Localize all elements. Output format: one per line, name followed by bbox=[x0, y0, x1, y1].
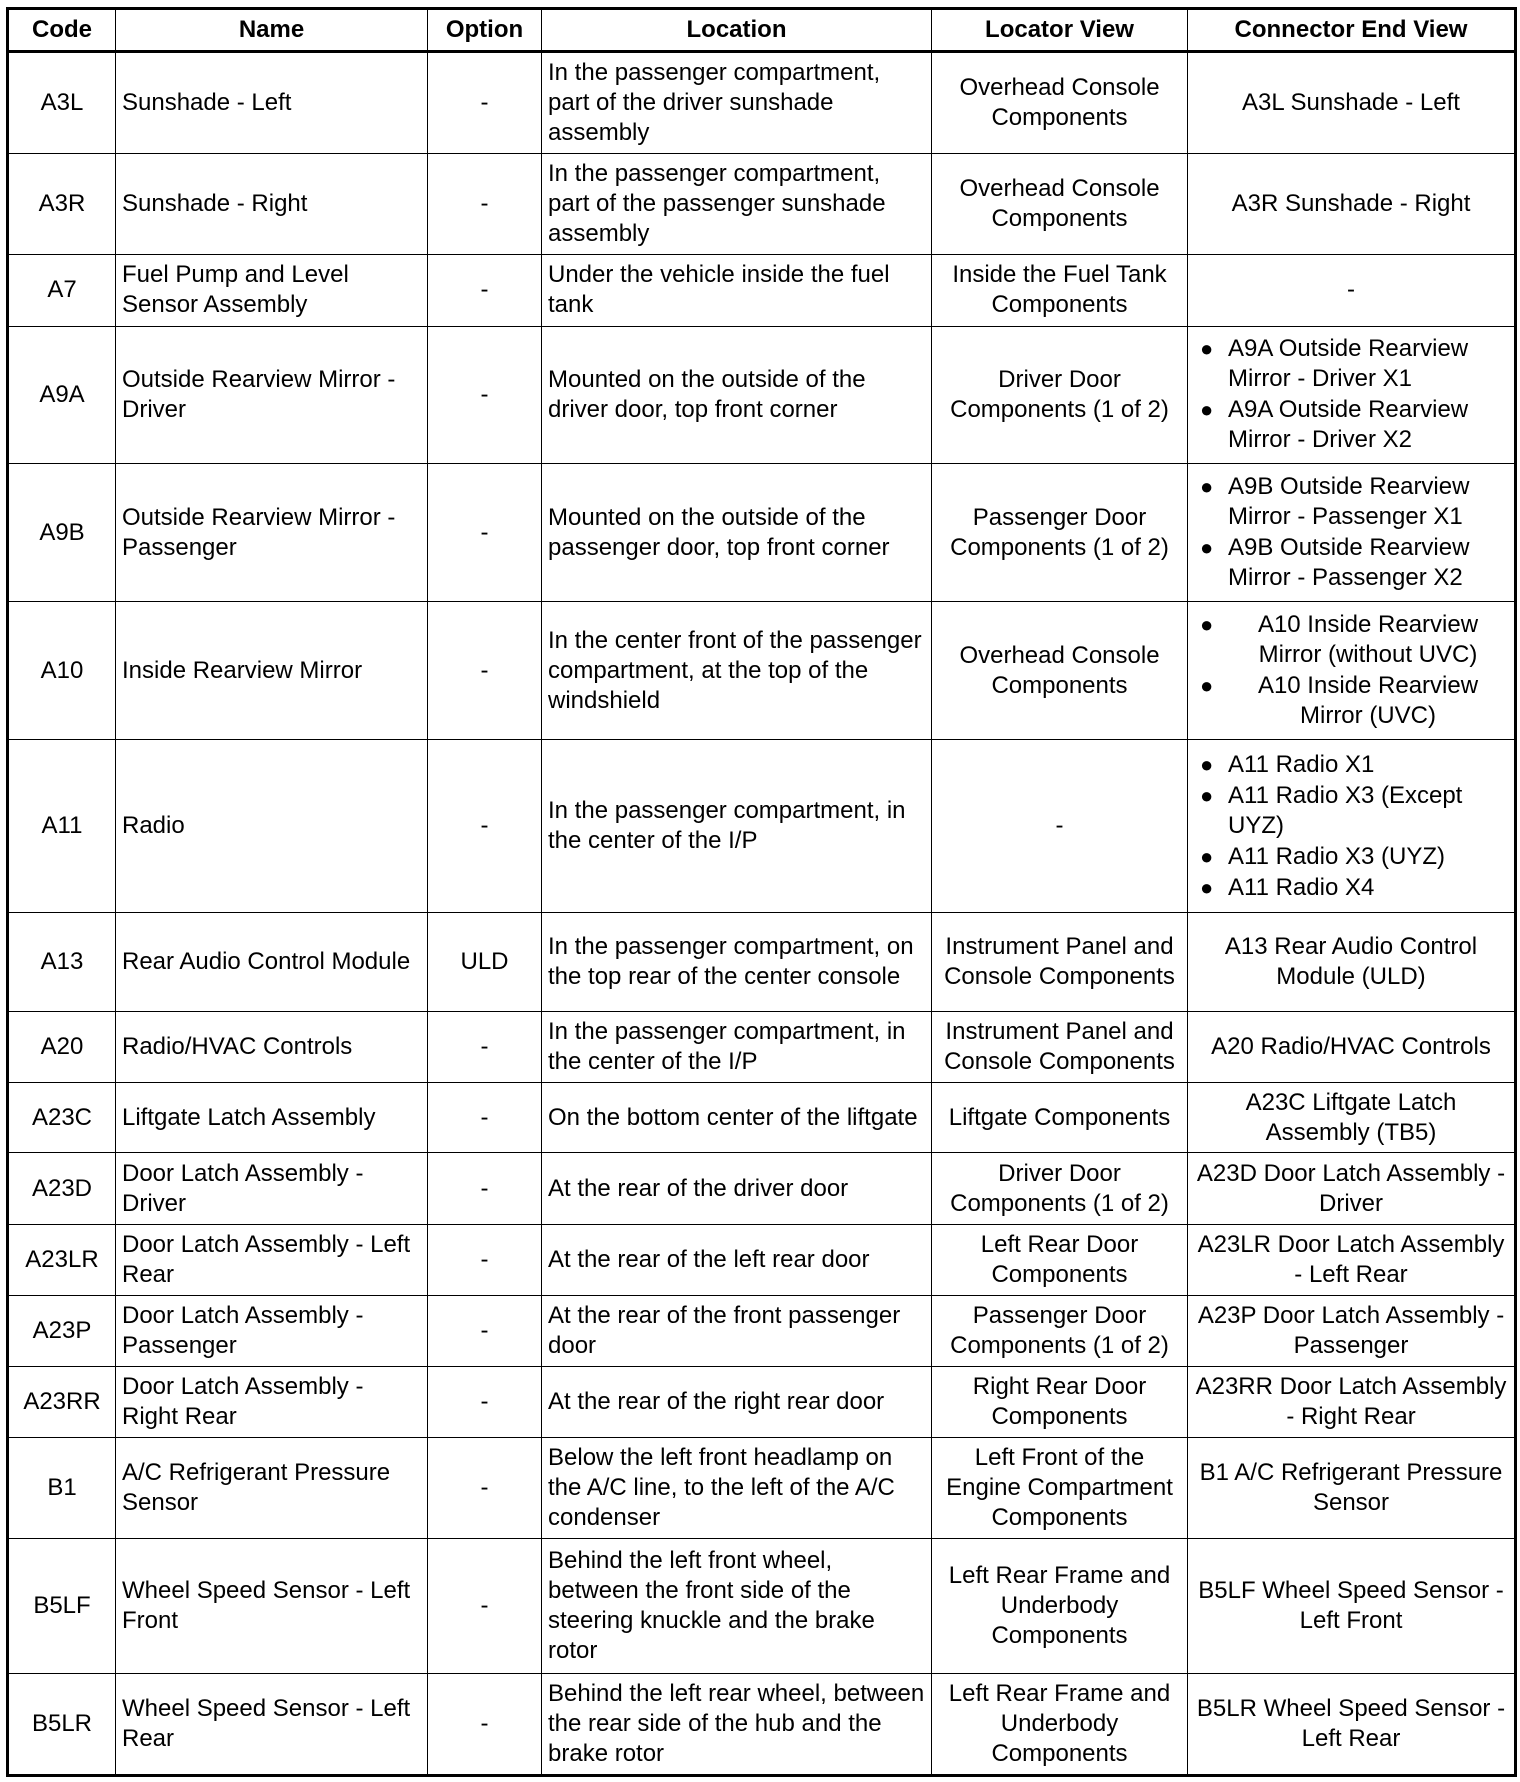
cell-locator-view: Passenger Door Components (1 of 2) bbox=[932, 1295, 1188, 1366]
table-row bbox=[8, 1437, 1516, 1538]
connector-list-item: ● A11 Radio X3 (Except UYZ) bbox=[1194, 781, 1508, 841]
connector-list bbox=[1194, 610, 1508, 731]
cell-connector-end-view: B5LF Wheel Speed Sensor - Left Front bbox=[1188, 1539, 1516, 1673]
cell-code: A9B bbox=[8, 464, 116, 602]
connector-list-item: ● A9B Outside Rearview Mirror - Passenger X2 bbox=[1194, 533, 1508, 593]
cell-locator-view: - bbox=[932, 740, 1188, 913]
cell-connector-end-view bbox=[1188, 740, 1516, 913]
table-row bbox=[8, 154, 1516, 255]
table-row bbox=[8, 602, 1516, 740]
cell-name: A/C Refrigerant Pressure Sensor bbox=[116, 1437, 428, 1538]
header-locator-view: Locator View bbox=[932, 9, 1188, 52]
cell-name: Wheel Speed Sensor - Left Rear bbox=[116, 1673, 428, 1775]
connector-list-item: ● A11 Radio X1 bbox=[1194, 750, 1508, 780]
connector-list-item: ● A11 Radio X3 (UYZ) bbox=[1194, 842, 1508, 872]
cell-name: Wheel Speed Sensor - Left Front bbox=[116, 1539, 428, 1673]
table-row bbox=[8, 1083, 1516, 1153]
cell-connector-end-view: A23P Door Latch Assembly - Passenger bbox=[1188, 1295, 1516, 1366]
cell-code: A20 bbox=[8, 1012, 116, 1083]
table-row bbox=[8, 1295, 1516, 1366]
cell-connector-end-view: A23LR Door Latch Assembly - Left Rear bbox=[1188, 1224, 1516, 1295]
cell-name: Door Latch Assembly - Left Rear bbox=[116, 1224, 428, 1295]
cell-option: ULD bbox=[428, 913, 542, 1012]
cell-locator-view: Instrument Panel and Console Components bbox=[932, 913, 1188, 1012]
cell-name: Door Latch Assembly - Passenger bbox=[116, 1295, 428, 1366]
cell-name: Liftgate Latch Assembly bbox=[116, 1083, 428, 1153]
cell-location: On the bottom center of the liftgate bbox=[542, 1083, 932, 1153]
connector-list bbox=[1194, 334, 1508, 455]
cell-option: - bbox=[428, 52, 542, 154]
cell-code: A23RR bbox=[8, 1366, 116, 1437]
cell-locator-view: Left Rear Frame and Underbody Components bbox=[932, 1539, 1188, 1673]
cell-connector-end-view: A23RR Door Latch Assembly - Right Rear bbox=[1188, 1366, 1516, 1437]
cell-name: Outside Rearview Mirror - Passenger bbox=[116, 464, 428, 602]
cell-name: Door Latch Assembly - Driver bbox=[116, 1153, 428, 1224]
cell-locator-view: Overhead Console Components bbox=[932, 602, 1188, 740]
cell-name: Fuel Pump and Level Sensor Assembly bbox=[116, 255, 428, 326]
cell-code: A3R bbox=[8, 154, 116, 255]
cell-code: A3L bbox=[8, 52, 116, 154]
cell-locator-view: Driver Door Components (1 of 2) bbox=[932, 1153, 1188, 1224]
cell-connector-end-view: A23D Door Latch Assembly - Driver bbox=[1188, 1153, 1516, 1224]
cell-code: A23C bbox=[8, 1083, 116, 1153]
cell-name: Radio/HVAC Controls bbox=[116, 1012, 428, 1083]
cell-code: A23LR bbox=[8, 1224, 116, 1295]
cell-name: Door Latch Assembly - Right Rear bbox=[116, 1366, 428, 1437]
cell-code: A11 bbox=[8, 740, 116, 913]
cell-option: - bbox=[428, 1366, 542, 1437]
component-locator-table bbox=[6, 7, 1517, 1777]
table-row bbox=[8, 1012, 1516, 1083]
table-row bbox=[8, 1224, 1516, 1295]
cell-code: B1 bbox=[8, 1437, 116, 1538]
cell-location: In the passenger compartment, in the center of the I/P bbox=[542, 740, 932, 913]
connector-list-item: ● A10 Inside Rearview Mirror (without UVC) bbox=[1194, 610, 1508, 670]
table-row bbox=[8, 1366, 1516, 1437]
cell-option: - bbox=[428, 1083, 542, 1153]
table-row bbox=[8, 326, 1516, 464]
cell-locator-view: Overhead Console Components bbox=[932, 154, 1188, 255]
cell-code: A9A bbox=[8, 326, 116, 464]
cell-option: - bbox=[428, 1673, 542, 1775]
cell-locator-view: Right Rear Door Components bbox=[932, 1366, 1188, 1437]
cell-location: Behind the left rear wheel, between the rear side of the hub and the brake rotor bbox=[542, 1673, 932, 1775]
cell-locator-view: Liftgate Components bbox=[932, 1083, 1188, 1153]
connector-list bbox=[1194, 472, 1508, 593]
cell-locator-view: Instrument Panel and Console Components bbox=[932, 1012, 1188, 1083]
cell-location: In the passenger compartment, part of the driver sunshade assembly bbox=[542, 52, 932, 154]
table-row bbox=[8, 255, 1516, 326]
cell-option: - bbox=[428, 1437, 542, 1538]
cell-option: - bbox=[428, 326, 542, 464]
cell-name: Rear Audio Control Module bbox=[116, 913, 428, 1012]
cell-locator-view: Passenger Door Components (1 of 2) bbox=[932, 464, 1188, 602]
cell-connector-end-view: A20 Radio/HVAC Controls bbox=[1188, 1012, 1516, 1083]
cell-location: In the center front of the passenger compartment, at the top of the windshield bbox=[542, 602, 932, 740]
table-row bbox=[8, 913, 1516, 1012]
header-location: Location bbox=[542, 9, 932, 52]
header-name: Name bbox=[116, 9, 428, 52]
header-code: Code bbox=[8, 9, 116, 52]
cell-option: - bbox=[428, 1539, 542, 1673]
cell-connector-end-view: - bbox=[1188, 255, 1516, 326]
cell-option: - bbox=[428, 154, 542, 255]
cell-locator-view: Left Rear Door Components bbox=[932, 1224, 1188, 1295]
component-locator-table-wrapper bbox=[6, 7, 1514, 1777]
cell-name: Radio bbox=[116, 740, 428, 913]
cell-name: Sunshade - Left bbox=[116, 52, 428, 154]
cell-connector-end-view: A13 Rear Audio Control Module (ULD) bbox=[1188, 913, 1516, 1012]
cell-location: In the passenger compartment, on the top rear of the center console bbox=[542, 913, 932, 1012]
cell-code: B5LF bbox=[8, 1539, 116, 1673]
cell-option: - bbox=[428, 255, 542, 326]
cell-connector-end-view: A23C Liftgate Latch Assembly (TB5) bbox=[1188, 1083, 1516, 1153]
cell-location: At the rear of the front passenger door bbox=[542, 1295, 932, 1366]
cell-connector-end-view bbox=[1188, 602, 1516, 740]
header-row bbox=[8, 9, 1516, 52]
cell-option: - bbox=[428, 464, 542, 602]
cell-connector-end-view: B5LR Wheel Speed Sensor - Left Rear bbox=[1188, 1673, 1516, 1775]
cell-locator-view: Inside the Fuel Tank Components bbox=[932, 255, 1188, 326]
table-row bbox=[8, 1673, 1516, 1775]
cell-option: - bbox=[428, 1295, 542, 1366]
table-row bbox=[8, 464, 1516, 602]
cell-connector-end-view: B1 A/C Refrigerant Pressure Sensor bbox=[1188, 1437, 1516, 1538]
cell-location: Behind the left front wheel, between the front side of the steering knuckle and the brake rotor bbox=[542, 1539, 932, 1673]
cell-connector-end-view bbox=[1188, 464, 1516, 602]
connector-list bbox=[1194, 750, 1508, 903]
connector-list-item: ● A10 Inside Rearview Mirror (UVC) bbox=[1194, 671, 1508, 731]
cell-code: A7 bbox=[8, 255, 116, 326]
cell-location: Mounted on the outside of the driver door, top front corner bbox=[542, 326, 932, 464]
cell-option: - bbox=[428, 1153, 542, 1224]
table-row bbox=[8, 1153, 1516, 1224]
table-row bbox=[8, 1539, 1516, 1673]
cell-code: A13 bbox=[8, 913, 116, 1012]
cell-location: At the rear of the driver door bbox=[542, 1153, 932, 1224]
cell-option: - bbox=[428, 1012, 542, 1083]
cell-option: - bbox=[428, 740, 542, 913]
cell-code: A23P bbox=[8, 1295, 116, 1366]
table-row bbox=[8, 52, 1516, 154]
cell-name: Outside Rearview Mirror - Driver bbox=[116, 326, 428, 464]
cell-location: Mounted on the outside of the passenger door, top front corner bbox=[542, 464, 932, 602]
cell-code: B5LR bbox=[8, 1673, 116, 1775]
cell-location: In the passenger compartment, part of the passenger sunshade assembly bbox=[542, 154, 932, 255]
cell-code: A23D bbox=[8, 1153, 116, 1224]
cell-location: In the passenger compartment, in the center of the I/P bbox=[542, 1012, 932, 1083]
connector-list-item: ● A11 Radio X4 bbox=[1194, 873, 1508, 903]
cell-location: At the rear of the right rear door bbox=[542, 1366, 932, 1437]
cell-name: Inside Rearview Mirror bbox=[116, 602, 428, 740]
cell-name: Sunshade - Right bbox=[116, 154, 428, 255]
cell-location: Under the vehicle inside the fuel tank bbox=[542, 255, 932, 326]
cell-locator-view: Left Front of the Engine Compartment Components bbox=[932, 1437, 1188, 1538]
cell-location: At the rear of the left rear door bbox=[542, 1224, 932, 1295]
cell-locator-view: Driver Door Components (1 of 2) bbox=[932, 326, 1188, 464]
table-body bbox=[8, 52, 1516, 1776]
cell-option: - bbox=[428, 1224, 542, 1295]
table-header bbox=[8, 9, 1516, 52]
cell-locator-view: Overhead Console Components bbox=[932, 52, 1188, 154]
connector-list-item: ● A9A Outside Rearview Mirror - Driver X2 bbox=[1194, 395, 1508, 455]
connector-list-item: ● A9B Outside Rearview Mirror - Passenger X1 bbox=[1194, 472, 1508, 532]
cell-location: Below the left front headlamp on the A/C line, to the left of the A/C condenser bbox=[542, 1437, 932, 1538]
cell-connector-end-view bbox=[1188, 326, 1516, 464]
cell-locator-view: Left Rear Frame and Underbody Components bbox=[932, 1673, 1188, 1775]
cell-connector-end-view: A3L Sunshade - Left bbox=[1188, 52, 1516, 154]
header-connector-end-view: Connector End View bbox=[1188, 9, 1516, 52]
table-row bbox=[8, 740, 1516, 913]
header-option: Option bbox=[428, 9, 542, 52]
cell-code: A10 bbox=[8, 602, 116, 740]
connector-list-item: ● A9A Outside Rearview Mirror - Driver X1 bbox=[1194, 334, 1508, 394]
cell-connector-end-view: A3R Sunshade - Right bbox=[1188, 154, 1516, 255]
cell-option: - bbox=[428, 602, 542, 740]
